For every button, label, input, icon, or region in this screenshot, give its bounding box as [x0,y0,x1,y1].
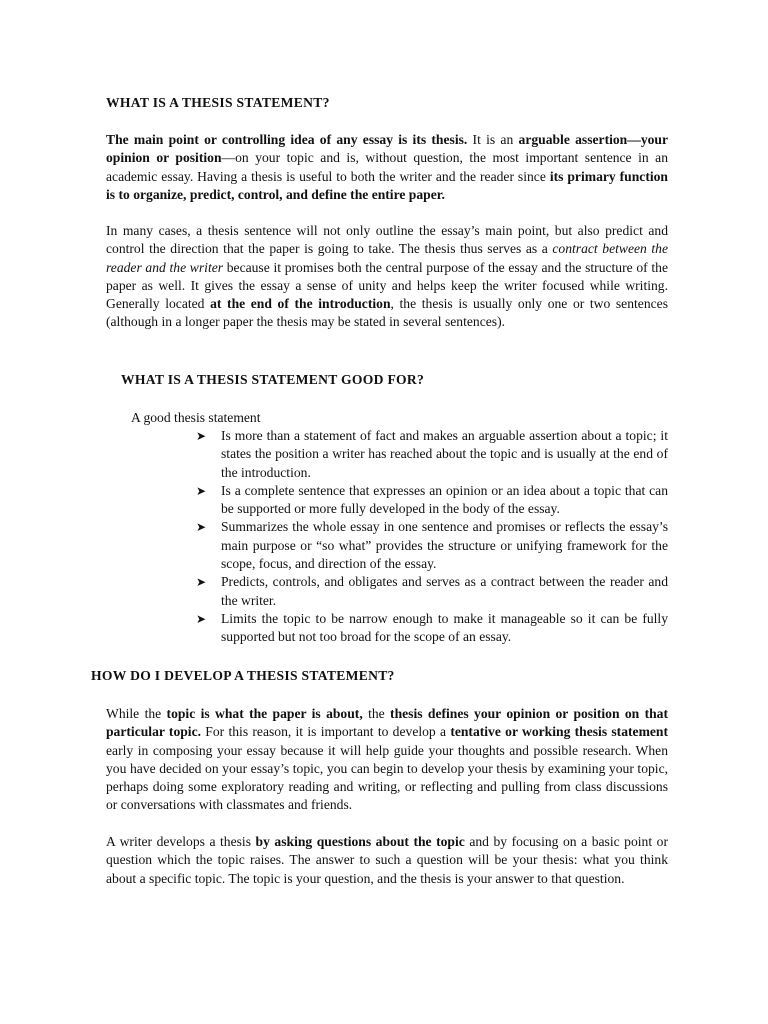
bold-phrase: at the end of the introduction [210,296,391,312]
paragraph-asking-questions: A writer develops a thesis by asking questions about the topic and by focusing on a basic point or question which the topic raises. The answer to such a question will be your thesis: what you think about a specific topic. The topic is your question, and the thesis is your answer to that question. [106,834,668,886]
bold-phrase: its primary function is to organize, predict, control, and define the entire paper. [106,168,668,202]
paragraph-topic-vs-thesis: While the topic is what the paper is about, the thesis defines your opinion or position on that particular topic. For this reason, it is important to develop a tentative or working thesis statement early in composing your essay because it will help guide your thoughts and possible research. When you have decided on your essay’s topic, you can begin to develop your thesis by examining your topic, perhaps doing some exploratory reading and writing, or reflecting and pulling from class discussions or conversations with classmates and friends. [106,706,669,813]
bold-phrase: tentative or working thesis statement [450,724,669,740]
italic-phrase: contract between the reader and the writer [106,241,668,275]
arrowhead-bullet-icon: ➤ [196,483,207,498]
list-item: ➤ Is a complete sentence that expresses an opinion or an idea about a topic that can be supported or more fully developed in the body of the essay. [196,482,668,517]
list-item: ➤ Summarizes the whole essay in one sentence and promises or reflects the essay’s main purpose or “so what” provides the structure or unifying framework for the scope, focus, and direction of the essay. [196,519,668,572]
thesis-qualities-list [196,427,668,647]
arrowhead-bullet-icon: ➤ [196,520,207,535]
arrowhead-bullet-icon: ➤ [196,429,207,443]
list-item: ➤ Predicts, controls, and obligates and serves as a contract between the reader and the writer. [196,574,668,608]
list-intro: A good thesis statement [131,410,261,425]
section-heading-what-is-thesis: WHAT IS A THESIS STATEMENT? [106,95,330,110]
bold-phrase: thesis defines your opinion or position on that particular topic. [106,706,669,740]
paragraph-thesis-definition: The main point or controlling idea of any essay is its thesis. It is an arguable assertion—your opinion or position—on your topic and is, without question, the most important sentence in an academic essay. Having a thesis is useful to both the writer and the reader since its primary function is to organize, predict, control, and define the entire paper. [106,132,669,202]
arrowhead-bullet-icon: ➤ [196,611,207,626]
bold-phrase: topic is what the paper is about, [166,706,363,721]
list-item: ➤ Is more than a statement of fact and makes an arguable assertion about a topic; it states the position a writer has reached about the topic and is usually at the end of the introduction. [196,428,668,480]
paragraph-thesis-function: In many cases, a thesis sentence will not only outline the essay’s main point, but also predict and control the direction that the paper is going to take. The thesis thus serves as a contract between the reader and the writer because it promises both the central purpose of the essay and the structure of the paper as well. It gives the essay a sense of unity and helps keep the writer focused while writing. Generally located at the end of the introduction, the thesis is usually only one or two sentences (although in a longer paper the thesis may be stated in several sentences). [106,223,668,330]
bold-phrase: arguable assertion—your opinion or position [106,132,669,166]
section-heading-thesis-good-for: WHAT IS A THESIS STATEMENT GOOD FOR? [121,372,425,387]
arrowhead-bullet-icon: ➤ [196,575,207,590]
section-heading-develop-thesis: HOW DO I DEVELOP A THESIS STATEMENT? [91,668,395,683]
list-item: ➤ Limits the topic to be narrow enough to make it manageable so it can be fully supported but not too broad for the scope of an essay. [196,610,668,645]
bold-phrase: by asking questions about the topic [255,834,465,849]
bold-phrase: The main point or controlling idea of any essay is its thesis. [106,132,468,147]
